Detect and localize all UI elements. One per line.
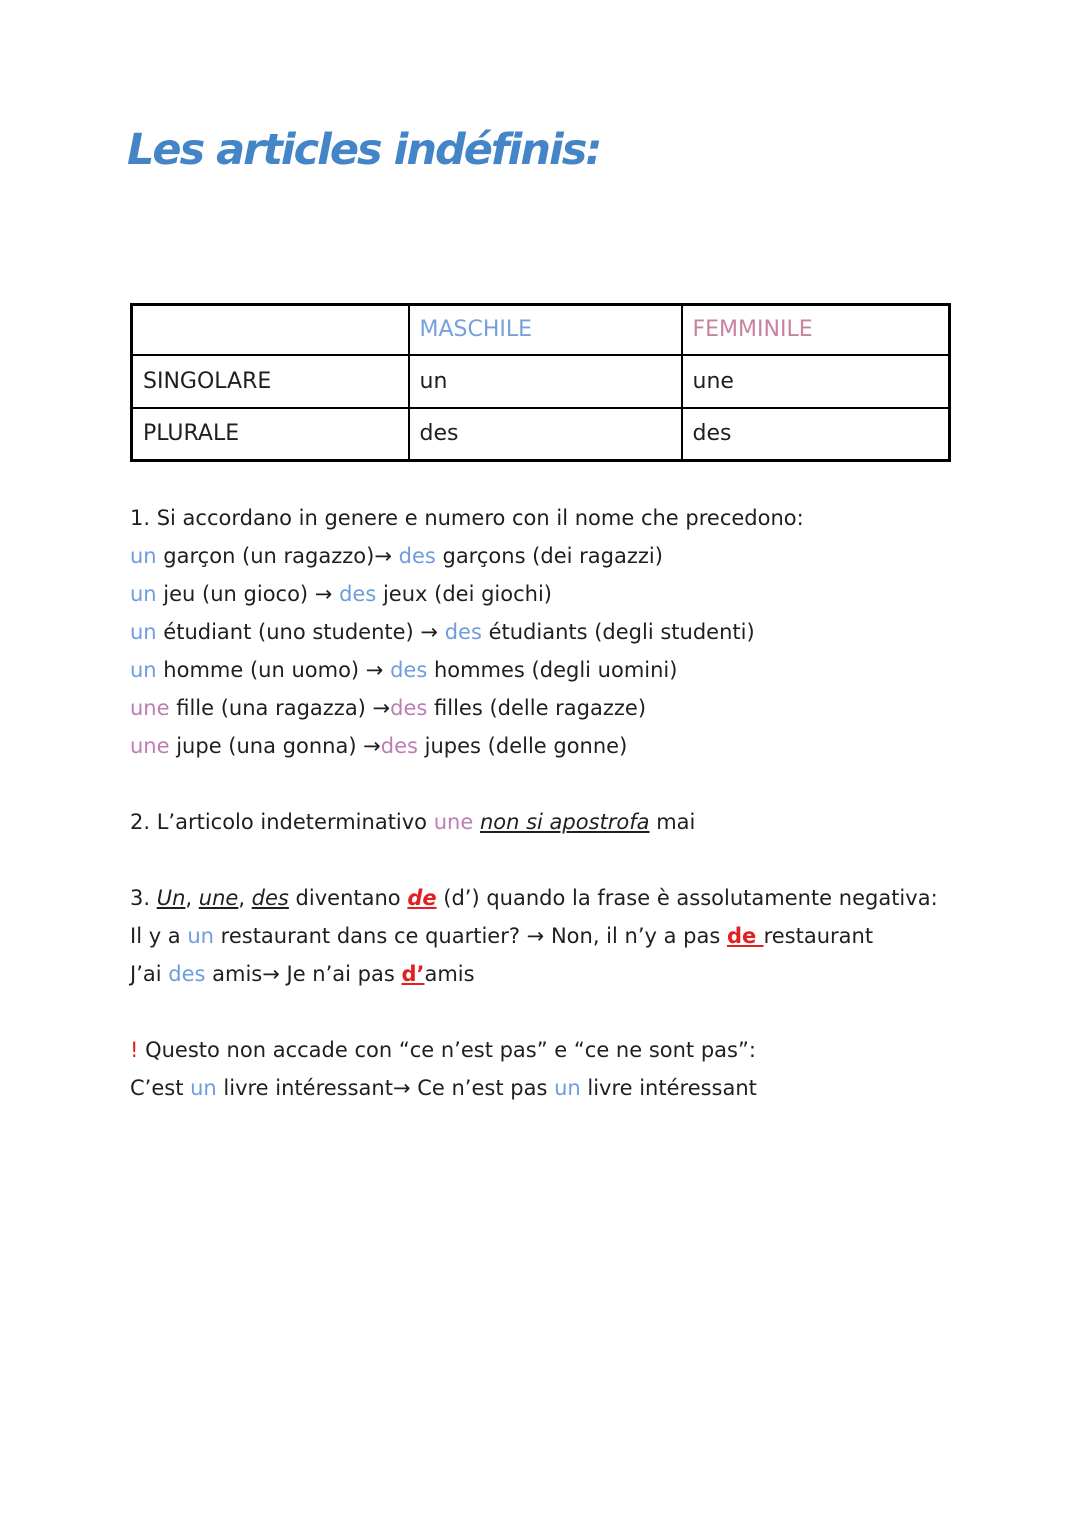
article-masculine: un: [130, 620, 157, 644]
text-segment: restaurant: [763, 924, 874, 948]
notes-content: [130, 499, 1060, 1107]
page-title: Les articles indéfinis:: [127, 125, 601, 175]
cell-singolare-femminile: une: [682, 355, 950, 408]
rule1-heading: 1. Si accordano in genere e numero con il nome che precedono:: [130, 506, 804, 530]
warning-example-line: [130, 1069, 1060, 1107]
article-masculine: des: [390, 658, 428, 682]
rule3-heading: [130, 879, 1060, 917]
text-segment: C’est: [130, 1076, 191, 1100]
exclamation-mark: !: [130, 1038, 139, 1062]
rule2-line: [130, 803, 1060, 841]
article-underlined: Un: [156, 886, 186, 910]
row-label-singolare: SINGOLARE: [132, 355, 409, 408]
text-segment: J’ai: [130, 962, 169, 986]
article-masculine: un: [130, 544, 157, 568]
spacer: [130, 841, 1060, 879]
text-segment: jeu (un gioco) →: [156, 582, 340, 606]
article-masculine: un: [130, 658, 157, 682]
article-feminine: une: [130, 734, 170, 758]
text-segment: mai: [649, 810, 696, 834]
text-segment: 2. L’articolo indeterminativo: [130, 810, 434, 834]
article-masculine: un: [130, 582, 157, 606]
text-segment: restaurant dans ce quartier? → Non, il n’y a pas: [213, 924, 727, 948]
de-article-red: d’: [401, 962, 425, 986]
text-segment: livre intéressant→ Ce n’est pas: [216, 1076, 555, 1100]
article-underlined: des: [251, 886, 289, 910]
text-segment: ,: [238, 886, 252, 910]
text-segment: 3.: [130, 886, 157, 910]
table-header-maschile: MASCHILE: [409, 305, 682, 355]
article-masculine: des: [168, 962, 206, 986]
text-segment: amis: [424, 962, 475, 986]
cell-plurale-maschile: des: [409, 408, 682, 461]
article-feminine: une: [433, 810, 474, 834]
article-masculine: des: [339, 582, 377, 606]
text-segment: amis→ Je n’ai pas: [205, 962, 402, 986]
table-corner-cell: [132, 305, 409, 355]
warning-line: [130, 1031, 1060, 1069]
article-masculine: un: [187, 924, 214, 948]
text-segment: Il y a: [130, 924, 188, 948]
text-segment: garçon (un ragazzo)→: [156, 544, 399, 568]
text-segment: (d’) quando la frase è assolutamente negativa:: [436, 886, 938, 910]
article-feminine: une: [130, 696, 170, 720]
text-segment: Questo non accade con “ce n’est pas” e “ce ne sont pas”:: [138, 1038, 756, 1062]
article-feminine: des: [380, 734, 418, 758]
article-masculine: un: [190, 1076, 217, 1100]
text-segment: étudiant (uno studente) →: [156, 620, 445, 644]
article-feminine: des: [390, 696, 428, 720]
rule1-example-line: [130, 575, 1060, 613]
text-segment: homme (un uomo) →: [156, 658, 391, 682]
text-segment: filles (delle ragazze): [427, 696, 647, 720]
text-segment: étudiants (degli studenti): [481, 620, 755, 644]
text-segment: hommes (degli uomini): [427, 658, 678, 682]
text-segment: jupes (delle gonne): [417, 734, 628, 758]
rule3-example-line: [130, 955, 1060, 993]
articles-table: [130, 303, 951, 462]
text-segment: livre intéressant: [580, 1076, 757, 1100]
rule1-example-line: [130, 727, 1060, 765]
cell-plurale-femminile: des: [682, 408, 950, 461]
row-label-plurale: PLURALE: [132, 408, 409, 461]
rule1-example-line: [130, 537, 1060, 575]
de-article-red: de: [407, 886, 437, 910]
article-underlined: une: [198, 886, 239, 910]
article-masculine: des: [444, 620, 482, 644]
text-segment: jupe (una gonna) →: [169, 734, 381, 758]
spacer: [130, 765, 1060, 803]
rule1-example-line: [130, 613, 1060, 651]
spacer: [130, 993, 1060, 1031]
rule3-example-line: [130, 917, 1060, 955]
article-masculine: des: [398, 544, 436, 568]
table-header-row: [132, 305, 950, 355]
rule1-example-line: [130, 651, 1060, 689]
text-segment: [473, 810, 480, 834]
table-header-femminile: FEMMINILE: [682, 305, 950, 355]
emphasized-text: non si apostrofa: [479, 810, 650, 834]
text-segment: fille (una ragazza) →: [169, 696, 391, 720]
table-row-plurale: [132, 408, 950, 461]
cell-singolare-maschile: un: [409, 355, 682, 408]
rule1-example-line: [130, 689, 1060, 727]
text-segment: jeux (dei giochi): [376, 582, 552, 606]
table-row-singolare: [132, 355, 950, 408]
text-segment: garçons (dei ragazzi): [435, 544, 663, 568]
text-segment: ,: [185, 886, 199, 910]
text-segment: diventano: [288, 886, 408, 910]
article-masculine: un: [554, 1076, 581, 1100]
de-article-red: de: [726, 924, 764, 948]
